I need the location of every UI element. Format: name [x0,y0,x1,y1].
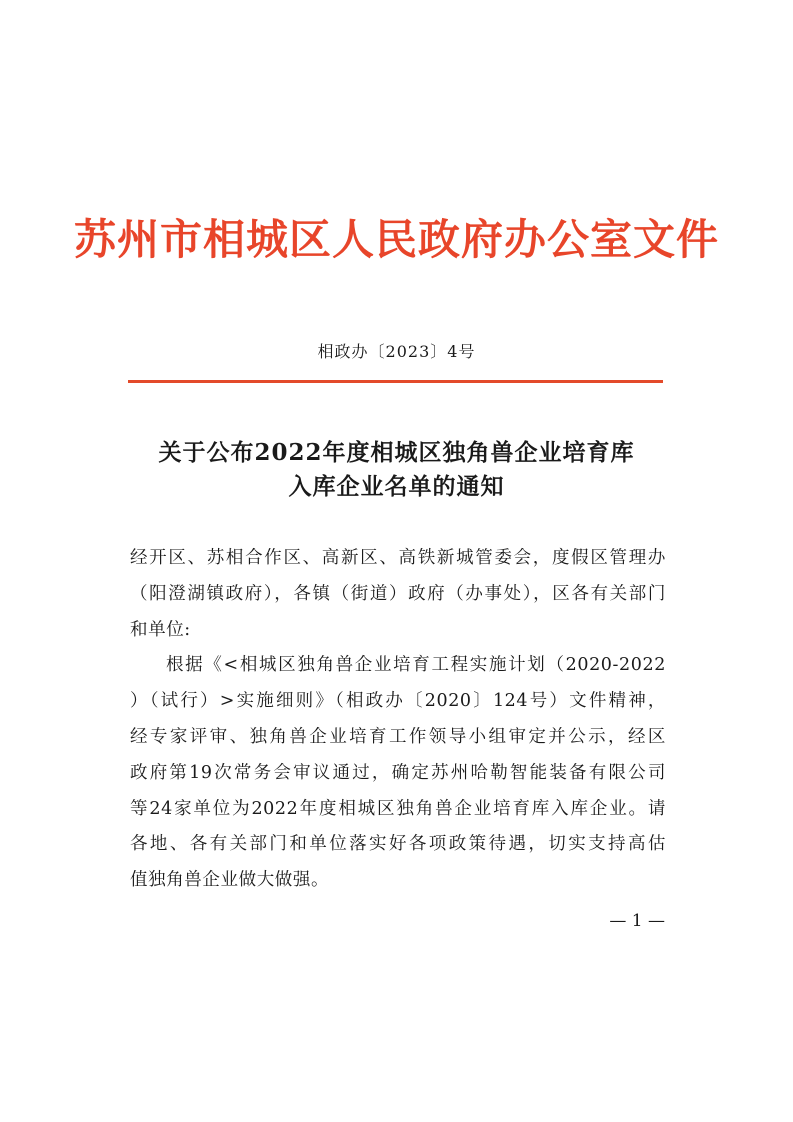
page-number: — 1 — [609,911,665,931]
body-line: 各地、各有关部门和单位落实好各项政策待遇，切实支持高估 [130,834,666,855]
notice-title-line-1: 关于公布2022年度相城区独角兽企业培育库 [158,439,635,466]
body-line: 值独角兽企业做大做强。 [130,870,330,891]
document-header-title: 苏州市相城区人民政府办公室文件 [73,215,719,264]
header-divider [128,380,663,383]
document-number: 相政办〔2023〕4号 [317,342,476,361]
addressee-line: 经开区、苏相合作区、高新区、高铁新城管委会，度假区管理办 [130,548,666,568]
body-line: 政府第19次常务会审议通过，确定苏州哈勒智能装备有限公司 [130,762,666,783]
notice-body [130,541,666,899]
notice-title [0,436,793,504]
notice-title-line-2: 入库企业名单的通知 [288,473,505,500]
body-line: 根据《<相城区独角兽企业培育工程实施计划（2020-2022 [166,655,666,676]
body-line: ）（试行）>实施细则》（相政办〔2020〕124号）文件精神， [130,691,666,712]
addressee-line: 和单位: [130,619,191,640]
body-line: 等24家单位为2022年度相城区独角兽企业培育库入库企业。请 [130,798,666,819]
addressee-line: （阳澄湖镇政府），各镇（街道）政府（办事处），区各有关部门 [130,583,666,604]
body-line: 经专家评审、独角兽企业培育工作领导小组审定并公示，经区 [130,726,666,747]
